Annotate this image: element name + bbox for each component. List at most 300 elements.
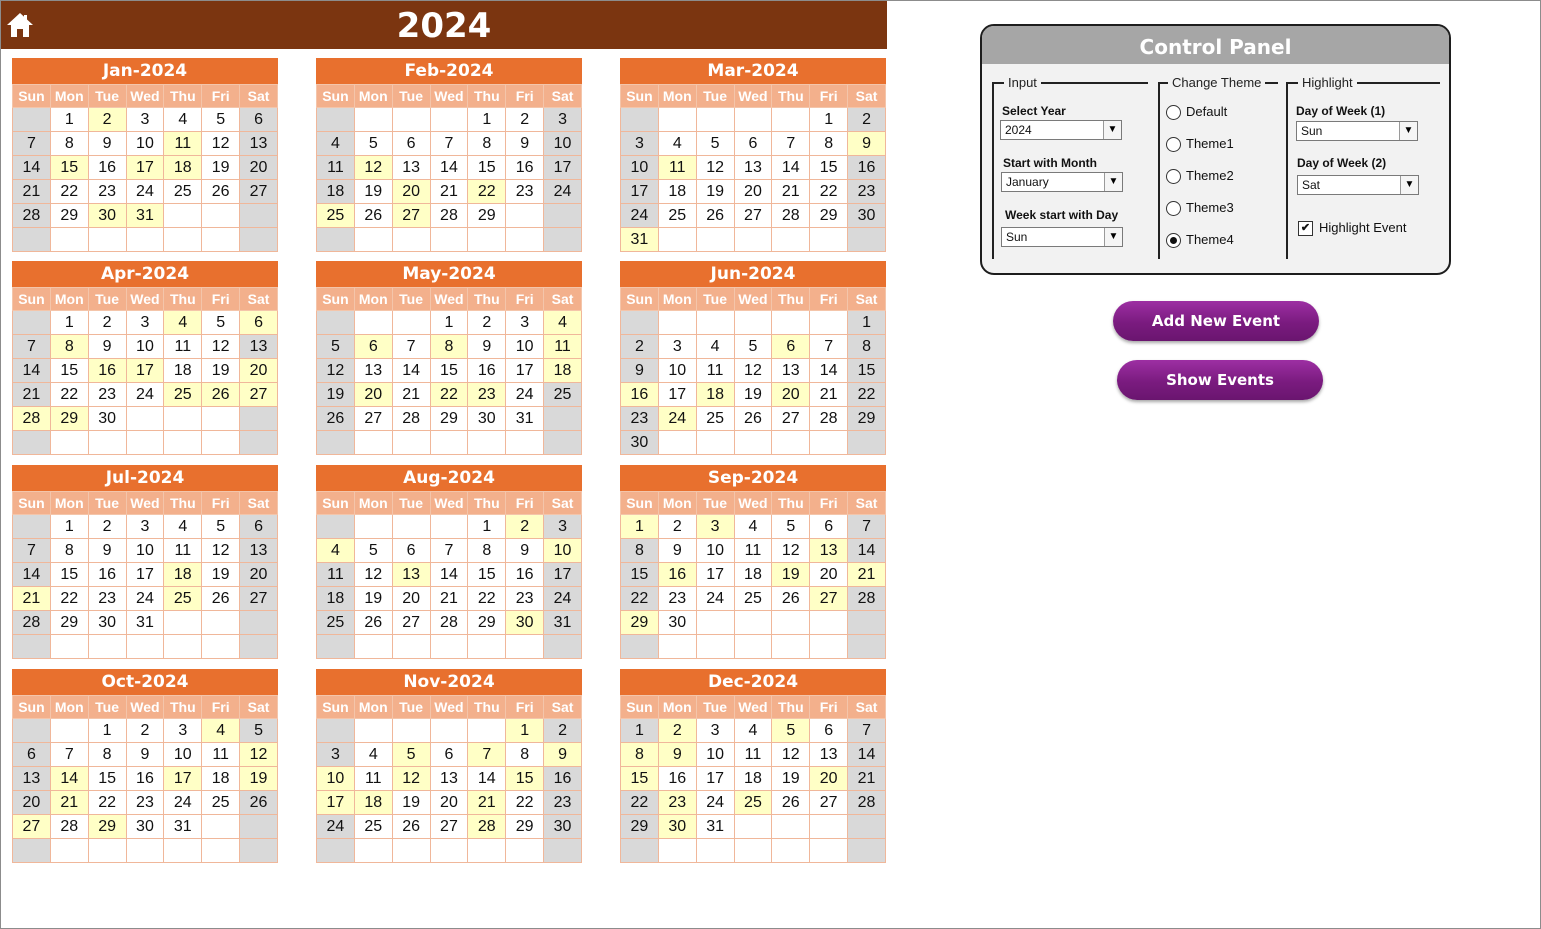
day-cell[interactable]: 22 (88, 791, 126, 815)
day-cell[interactable]: 5 (202, 515, 240, 539)
day-cell[interactable]: 11 (164, 539, 202, 563)
day-cell[interactable]: 28 (848, 791, 886, 815)
day-cell[interactable]: 17 (317, 791, 355, 815)
day-cell[interactable]: 11 (734, 743, 772, 767)
day-cell[interactable]: 2 (848, 108, 886, 132)
day-cell[interactable]: 12 (202, 335, 240, 359)
day-cell[interactable]: 28 (50, 815, 88, 839)
day-cell[interactable]: 24 (544, 587, 582, 611)
day-cell[interactable]: 7 (430, 539, 468, 563)
day-cell[interactable]: 9 (544, 743, 582, 767)
day-cell[interactable]: 23 (506, 180, 544, 204)
day-cell[interactable]: 24 (164, 791, 202, 815)
day-cell[interactable]: 21 (810, 383, 848, 407)
day-cell[interactable]: 26 (202, 587, 240, 611)
day-cell[interactable]: 17 (126, 563, 164, 587)
day-cell[interactable]: 6 (240, 108, 278, 132)
day-cell[interactable]: 1 (848, 311, 886, 335)
day-cell[interactable]: 5 (354, 132, 392, 156)
day-cell[interactable]: 11 (317, 156, 355, 180)
day-cell[interactable]: 4 (164, 311, 202, 335)
day-cell[interactable]: 19 (696, 180, 734, 204)
day-cell[interactable]: 11 (354, 767, 392, 791)
day-cell[interactable]: 24 (126, 383, 164, 407)
day-cell[interactable]: 21 (13, 383, 51, 407)
day-cell[interactable]: 24 (317, 815, 355, 839)
day-cell[interactable]: 12 (240, 743, 278, 767)
day-cell[interactable]: 27 (810, 587, 848, 611)
day-cell[interactable]: 8 (50, 335, 88, 359)
day-cell[interactable]: 30 (658, 815, 696, 839)
day-cell[interactable]: 30 (126, 815, 164, 839)
day-cell[interactable]: 5 (734, 335, 772, 359)
chevron-down-icon[interactable]: ▼ (1400, 176, 1418, 194)
day-cell[interactable]: 12 (202, 539, 240, 563)
day-cell[interactable]: 27 (240, 180, 278, 204)
dow2-dropdown[interactable] (1297, 175, 1419, 195)
radio-button-icon[interactable] (1166, 105, 1181, 120)
day-cell[interactable]: 13 (810, 743, 848, 767)
day-cell[interactable]: 19 (317, 383, 355, 407)
day-cell[interactable]: 20 (810, 767, 848, 791)
day-cell[interactable]: 21 (430, 180, 468, 204)
radio-button-icon[interactable] (1166, 233, 1181, 248)
day-cell[interactable]: 30 (88, 407, 126, 431)
day-cell[interactable]: 23 (658, 791, 696, 815)
day-cell[interactable]: 25 (164, 587, 202, 611)
day-cell[interactable]: 18 (317, 180, 355, 204)
day-cell[interactable]: 29 (810, 204, 848, 228)
day-cell[interactable]: 21 (468, 791, 506, 815)
day-cell[interactable]: 15 (50, 156, 88, 180)
day-cell[interactable]: 27 (392, 611, 430, 635)
day-cell[interactable]: 6 (430, 743, 468, 767)
day-cell[interactable]: 13 (13, 767, 51, 791)
day-cell[interactable]: 20 (810, 563, 848, 587)
theme-radio-theme1[interactable] (1166, 136, 1234, 152)
day-cell[interactable]: 15 (468, 156, 506, 180)
day-cell[interactable]: 6 (392, 539, 430, 563)
day-cell[interactable]: 2 (88, 311, 126, 335)
day-cell[interactable]: 24 (126, 587, 164, 611)
day-cell[interactable]: 7 (13, 132, 51, 156)
day-cell[interactable]: 14 (772, 156, 810, 180)
day-cell[interactable]: 16 (88, 156, 126, 180)
day-cell[interactable]: 4 (734, 515, 772, 539)
day-cell[interactable]: 31 (696, 815, 734, 839)
day-cell[interactable]: 28 (810, 407, 848, 431)
day-cell[interactable]: 25 (696, 407, 734, 431)
day-cell[interactable]: 12 (772, 743, 810, 767)
day-cell[interactable]: 19 (772, 767, 810, 791)
day-cell[interactable]: 30 (468, 407, 506, 431)
day-cell[interactable]: 8 (50, 539, 88, 563)
day-cell[interactable]: 25 (734, 791, 772, 815)
day-cell[interactable]: 14 (848, 743, 886, 767)
day-cell[interactable]: 10 (126, 335, 164, 359)
day-cell[interactable]: 29 (468, 204, 506, 228)
day-cell[interactable]: 22 (430, 383, 468, 407)
day-cell[interactable]: 15 (50, 563, 88, 587)
day-cell[interactable]: 14 (392, 359, 430, 383)
day-cell[interactable]: 25 (202, 791, 240, 815)
day-cell[interactable]: 14 (430, 156, 468, 180)
day-cell[interactable]: 19 (734, 383, 772, 407)
add-new-event-button[interactable]: Add New Event (1113, 301, 1319, 341)
day-cell[interactable]: 17 (164, 767, 202, 791)
theme-radio-theme2[interactable] (1166, 168, 1234, 184)
day-cell[interactable]: 10 (544, 539, 582, 563)
day-cell[interactable]: 6 (734, 132, 772, 156)
day-cell[interactable]: 29 (50, 407, 88, 431)
day-cell[interactable]: 4 (354, 743, 392, 767)
day-cell[interactable]: 9 (621, 359, 659, 383)
day-cell[interactable]: 26 (772, 587, 810, 611)
day-cell[interactable]: 10 (164, 743, 202, 767)
day-cell[interactable]: 26 (202, 383, 240, 407)
day-cell[interactable]: 2 (468, 311, 506, 335)
day-cell[interactable]: 11 (202, 743, 240, 767)
day-cell[interactable]: 3 (658, 335, 696, 359)
day-cell[interactable]: 26 (392, 815, 430, 839)
day-cell[interactable]: 20 (354, 383, 392, 407)
day-cell[interactable]: 8 (621, 743, 659, 767)
day-cell[interactable]: 15 (810, 156, 848, 180)
day-cell[interactable]: 25 (164, 383, 202, 407)
day-cell[interactable]: 7 (50, 743, 88, 767)
day-cell[interactable]: 22 (621, 587, 659, 611)
day-cell[interactable]: 7 (468, 743, 506, 767)
day-cell[interactable]: 9 (88, 132, 126, 156)
day-cell[interactable]: 26 (202, 180, 240, 204)
day-cell[interactable]: 28 (13, 407, 51, 431)
day-cell[interactable]: 24 (621, 204, 659, 228)
day-cell[interactable]: 2 (621, 335, 659, 359)
day-cell[interactable]: 18 (317, 587, 355, 611)
day-cell[interactable]: 9 (848, 132, 886, 156)
highlight-event-checkbox[interactable] (1298, 220, 1406, 236)
day-cell[interactable]: 11 (164, 335, 202, 359)
day-cell[interactable]: 9 (468, 335, 506, 359)
day-cell[interactable]: 27 (810, 791, 848, 815)
day-cell[interactable]: 27 (430, 815, 468, 839)
day-cell[interactable]: 14 (13, 359, 51, 383)
day-cell[interactable]: 23 (848, 180, 886, 204)
day-cell[interactable]: 8 (810, 132, 848, 156)
day-cell[interactable]: 9 (126, 743, 164, 767)
day-cell[interactable]: 5 (696, 132, 734, 156)
day-cell[interactable]: 27 (392, 204, 430, 228)
theme-radio-default[interactable] (1166, 104, 1227, 120)
day-cell[interactable]: 29 (430, 407, 468, 431)
day-cell[interactable]: 21 (50, 791, 88, 815)
day-cell[interactable]: 22 (810, 180, 848, 204)
day-cell[interactable]: 12 (696, 156, 734, 180)
day-cell[interactable]: 30 (621, 431, 659, 455)
day-cell[interactable]: 9 (506, 132, 544, 156)
day-cell[interactable]: 11 (164, 132, 202, 156)
day-cell[interactable]: 29 (50, 204, 88, 228)
day-cell[interactable]: 2 (544, 719, 582, 743)
day-cell[interactable]: 3 (317, 743, 355, 767)
day-cell[interactable]: 3 (126, 108, 164, 132)
day-cell[interactable]: 29 (621, 815, 659, 839)
day-cell[interactable]: 25 (544, 383, 582, 407)
day-cell[interactable]: 7 (848, 515, 886, 539)
day-cell[interactable]: 7 (13, 539, 51, 563)
day-cell[interactable]: 2 (126, 719, 164, 743)
day-cell[interactable]: 9 (88, 539, 126, 563)
day-cell[interactable]: 24 (658, 407, 696, 431)
day-cell[interactable]: 23 (658, 587, 696, 611)
day-cell[interactable]: 14 (50, 767, 88, 791)
day-cell[interactable]: 5 (317, 335, 355, 359)
day-cell[interactable]: 8 (430, 335, 468, 359)
day-cell[interactable]: 19 (202, 359, 240, 383)
day-cell[interactable]: 5 (392, 743, 430, 767)
day-cell[interactable]: 8 (506, 743, 544, 767)
day-cell[interactable]: 28 (13, 611, 51, 635)
day-cell[interactable]: 12 (202, 132, 240, 156)
day-cell[interactable]: 20 (240, 156, 278, 180)
day-cell[interactable]: 24 (126, 180, 164, 204)
day-cell[interactable]: 29 (848, 407, 886, 431)
day-cell[interactable]: 13 (430, 767, 468, 791)
day-cell[interactable]: 23 (88, 383, 126, 407)
day-cell[interactable]: 13 (772, 359, 810, 383)
day-cell[interactable]: 20 (392, 587, 430, 611)
day-cell[interactable]: 30 (544, 815, 582, 839)
day-cell[interactable]: 8 (621, 539, 659, 563)
day-cell[interactable]: 16 (468, 359, 506, 383)
day-cell[interactable]: 19 (392, 791, 430, 815)
day-cell[interactable]: 31 (621, 228, 659, 252)
day-cell[interactable]: 2 (506, 108, 544, 132)
day-cell[interactable]: 28 (468, 815, 506, 839)
day-cell[interactable]: 26 (734, 407, 772, 431)
day-cell[interactable]: 16 (506, 156, 544, 180)
day-cell[interactable]: 23 (506, 587, 544, 611)
day-cell[interactable]: 4 (658, 132, 696, 156)
day-cell[interactable]: 17 (696, 767, 734, 791)
day-cell[interactable]: 16 (848, 156, 886, 180)
day-cell[interactable]: 1 (50, 515, 88, 539)
day-cell[interactable]: 22 (50, 180, 88, 204)
day-cell[interactable]: 30 (658, 611, 696, 635)
day-cell[interactable]: 6 (240, 311, 278, 335)
theme-radio-theme3[interactable] (1166, 200, 1234, 216)
day-cell[interactable]: 16 (658, 767, 696, 791)
day-cell[interactable]: 25 (317, 204, 355, 228)
day-cell[interactable]: 18 (164, 563, 202, 587)
day-cell[interactable]: 6 (810, 719, 848, 743)
day-cell[interactable]: 3 (506, 311, 544, 335)
day-cell[interactable]: 18 (734, 767, 772, 791)
day-cell[interactable]: 10 (317, 767, 355, 791)
day-cell[interactable]: 5 (772, 515, 810, 539)
day-cell[interactable]: 17 (658, 383, 696, 407)
day-cell[interactable]: 3 (696, 515, 734, 539)
day-cell[interactable]: 2 (88, 515, 126, 539)
day-cell[interactable]: 13 (240, 539, 278, 563)
day-cell[interactable]: 23 (621, 407, 659, 431)
day-cell[interactable]: 20 (240, 563, 278, 587)
day-cell[interactable]: 27 (354, 407, 392, 431)
week-start-dropdown[interactable] (1001, 227, 1123, 247)
day-cell[interactable]: 5 (240, 719, 278, 743)
day-cell[interactable]: 21 (13, 180, 51, 204)
day-cell[interactable]: 21 (13, 587, 51, 611)
day-cell[interactable]: 8 (468, 539, 506, 563)
home-icon[interactable] (5, 11, 35, 39)
day-cell[interactable]: 17 (621, 180, 659, 204)
day-cell[interactable]: 10 (658, 359, 696, 383)
day-cell[interactable]: 17 (506, 359, 544, 383)
day-cell[interactable]: 30 (848, 204, 886, 228)
day-cell[interactable]: 23 (468, 383, 506, 407)
day-cell[interactable]: 31 (126, 204, 164, 228)
day-cell[interactable]: 4 (317, 539, 355, 563)
day-cell[interactable]: 26 (240, 791, 278, 815)
day-cell[interactable]: 10 (696, 539, 734, 563)
day-cell[interactable]: 2 (88, 108, 126, 132)
day-cell[interactable]: 1 (621, 515, 659, 539)
day-cell[interactable]: 3 (126, 515, 164, 539)
day-cell[interactable]: 28 (772, 204, 810, 228)
day-cell[interactable]: 23 (126, 791, 164, 815)
day-cell[interactable]: 19 (202, 156, 240, 180)
day-cell[interactable]: 1 (621, 719, 659, 743)
day-cell[interactable]: 7 (772, 132, 810, 156)
day-cell[interactable]: 17 (544, 156, 582, 180)
day-cell[interactable]: 1 (50, 311, 88, 335)
day-cell[interactable]: 15 (50, 359, 88, 383)
day-cell[interactable]: 7 (392, 335, 430, 359)
day-cell[interactable]: 7 (848, 719, 886, 743)
day-cell[interactable]: 17 (544, 563, 582, 587)
day-cell[interactable]: 18 (164, 359, 202, 383)
day-cell[interactable]: 3 (544, 108, 582, 132)
day-cell[interactable]: 10 (126, 132, 164, 156)
radio-button-icon[interactable] (1166, 137, 1181, 152)
day-cell[interactable]: 28 (430, 611, 468, 635)
day-cell[interactable]: 27 (240, 383, 278, 407)
day-cell[interactable]: 18 (164, 156, 202, 180)
day-cell[interactable]: 13 (810, 539, 848, 563)
day-cell[interactable]: 4 (544, 311, 582, 335)
day-cell[interactable]: 9 (506, 539, 544, 563)
day-cell[interactable]: 1 (430, 311, 468, 335)
day-cell[interactable]: 29 (506, 815, 544, 839)
day-cell[interactable]: 10 (544, 132, 582, 156)
day-cell[interactable]: 6 (13, 743, 51, 767)
day-cell[interactable]: 16 (506, 563, 544, 587)
day-cell[interactable]: 10 (506, 335, 544, 359)
day-cell[interactable]: 11 (317, 563, 355, 587)
day-cell[interactable]: 1 (50, 108, 88, 132)
day-cell[interactable]: 27 (772, 407, 810, 431)
day-cell[interactable]: 25 (658, 204, 696, 228)
day-cell[interactable]: 22 (468, 587, 506, 611)
day-cell[interactable]: 15 (848, 359, 886, 383)
day-cell[interactable]: 24 (696, 791, 734, 815)
day-cell[interactable]: 30 (88, 204, 126, 228)
day-cell[interactable]: 9 (88, 335, 126, 359)
day-cell[interactable]: 28 (430, 204, 468, 228)
day-cell[interactable]: 20 (13, 791, 51, 815)
day-cell[interactable]: 15 (430, 359, 468, 383)
day-cell[interactable]: 2 (506, 515, 544, 539)
day-cell[interactable]: 18 (202, 767, 240, 791)
day-cell[interactable]: 20 (240, 359, 278, 383)
day-cell[interactable]: 22 (50, 383, 88, 407)
day-cell[interactable]: 26 (354, 204, 392, 228)
day-cell[interactable]: 26 (772, 791, 810, 815)
day-cell[interactable]: 24 (696, 587, 734, 611)
day-cell[interactable]: 20 (772, 383, 810, 407)
day-cell[interactable]: 29 (50, 611, 88, 635)
day-cell[interactable]: 3 (164, 719, 202, 743)
day-cell[interactable]: 16 (621, 383, 659, 407)
day-cell[interactable]: 10 (696, 743, 734, 767)
day-cell[interactable]: 19 (354, 180, 392, 204)
day-cell[interactable]: 24 (544, 180, 582, 204)
day-cell[interactable]: 22 (506, 791, 544, 815)
day-cell[interactable]: 23 (544, 791, 582, 815)
day-cell[interactable]: 3 (544, 515, 582, 539)
day-cell[interactable]: 17 (126, 156, 164, 180)
day-cell[interactable]: 18 (696, 383, 734, 407)
chevron-down-icon[interactable]: ▼ (1104, 173, 1122, 191)
day-cell[interactable]: 18 (658, 180, 696, 204)
day-cell[interactable]: 4 (164, 515, 202, 539)
day-cell[interactable]: 12 (317, 359, 355, 383)
day-cell[interactable]: 14 (430, 563, 468, 587)
day-cell[interactable]: 15 (621, 563, 659, 587)
day-cell[interactable]: 18 (734, 563, 772, 587)
day-cell[interactable]: 19 (772, 563, 810, 587)
day-cell[interactable]: 5 (772, 719, 810, 743)
day-cell[interactable]: 11 (658, 156, 696, 180)
day-cell[interactable]: 14 (848, 539, 886, 563)
start-month-dropdown[interactable] (1001, 172, 1123, 192)
day-cell[interactable]: 22 (848, 383, 886, 407)
day-cell[interactable]: 12 (772, 539, 810, 563)
day-cell[interactable]: 1 (810, 108, 848, 132)
day-cell[interactable]: 25 (317, 611, 355, 635)
radio-button-icon[interactable] (1166, 169, 1181, 184)
day-cell[interactable]: 20 (430, 791, 468, 815)
day-cell[interactable]: 2 (658, 719, 696, 743)
day-cell[interactable]: 21 (392, 383, 430, 407)
day-cell[interactable]: 16 (658, 563, 696, 587)
day-cell[interactable]: 22 (621, 791, 659, 815)
day-cell[interactable]: 27 (13, 815, 51, 839)
day-cell[interactable]: 8 (468, 132, 506, 156)
select-year-dropdown[interactable] (1000, 120, 1122, 140)
day-cell[interactable]: 4 (734, 719, 772, 743)
day-cell[interactable]: 5 (202, 108, 240, 132)
day-cell[interactable]: 8 (848, 335, 886, 359)
day-cell[interactable]: 11 (544, 335, 582, 359)
day-cell[interactable]: 27 (240, 587, 278, 611)
day-cell[interactable]: 14 (810, 359, 848, 383)
day-cell[interactable]: 16 (88, 563, 126, 587)
day-cell[interactable]: 10 (126, 539, 164, 563)
day-cell[interactable]: 3 (126, 311, 164, 335)
day-cell[interactable]: 16 (126, 767, 164, 791)
day-cell[interactable]: 5 (202, 311, 240, 335)
